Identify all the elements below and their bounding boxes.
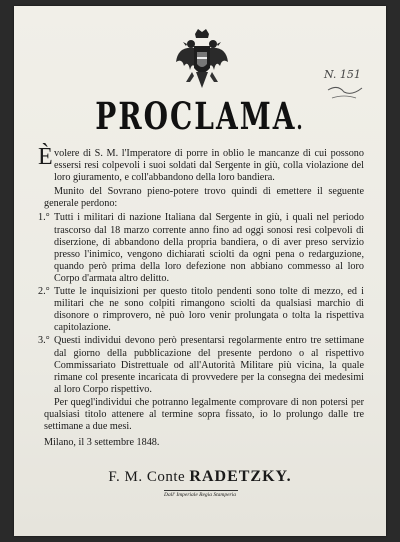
signature-prefix: F. M. Conte bbox=[108, 469, 186, 485]
lead-paragraph: Munito del Sovrano pieno-potere trovo quindi di emettere il seguente generale perdono: bbox=[44, 186, 364, 210]
title-text: PROCLAMA bbox=[95, 94, 297, 139]
divider-rule bbox=[164, 490, 238, 491]
signature bbox=[14, 468, 386, 486]
article-number: 2.° bbox=[38, 286, 50, 298]
article-2 bbox=[38, 286, 364, 334]
article-text: Tutte le inquisizioni per questo titolo pendenti sono tolte di mezzo, ed i militari che ne sono colpiti rimangono sciolti da qualsiasi marchio di disonore o rimprovero, nè può loro venir prolungata o tolta la rispettiva capitolazione. bbox=[54, 286, 364, 334]
title-period: . bbox=[296, 107, 305, 136]
printer-imprint: Dall' Imperiale Regia Stamperia bbox=[164, 492, 236, 498]
proclamation-title bbox=[14, 94, 386, 139]
article-text: Tutti i militari di nazione Italiana dal Sergente in giù, i quali nel periodo trascorso dal 18 marzo corrente anno fino ad oggi sonosi resi colpevoli di diserzione, di abbandono della propria bandiera, o di aver preso servizio presso l'inimico, vengono dichiarati sciolti da ogni pena o redarguzione, quando però prima della loro defezione non abbiano commesso al loro Corpo d'armata altro delitto. bbox=[54, 212, 364, 284]
intro-dropcap: È bbox=[38, 144, 53, 170]
article-1 bbox=[38, 212, 364, 285]
intro-paragraph bbox=[38, 144, 364, 184]
closing-paragraph: Per quegl'individui che potranno legalmente comprovare di non potersi per qualsiasi titolo attenere al termine sopra fissato, io lo prolungo dalle tre settimane a due mesi. bbox=[44, 396, 364, 433]
proclamation-sheet bbox=[14, 6, 386, 536]
date-line: Milano, il 3 settembre 1848. bbox=[44, 437, 160, 449]
article-number: 1.° bbox=[38, 212, 50, 224]
handwritten-note-text: N. 151 bbox=[324, 68, 361, 81]
signature-name: RADETZKY. bbox=[189, 468, 292, 485]
double-headed-eagle-emblem bbox=[174, 28, 230, 94]
article-text: Questi individui devono però presentarsi regolarmente entro tre settimane dal giorno della pubblicazione del presente perdono o al rispettivo Commissariato Distrettuale od all'Autorità Militare più vicina, la quale rimane col presente incaricata di provvedere per la consegna dei medesimi al loro Corpo rispettivo. bbox=[54, 335, 364, 395]
article-3 bbox=[38, 335, 364, 395]
intro-text: volere di S. M. l'Imperatore di porre in oblio le mancanze di cui possono essersi resi colpevoli i suoi soldati dal Sergente in giù, colla violazione del loro giuramento, e coll'abbandono della loro bandiera. bbox=[54, 148, 364, 184]
article-number: 3.° bbox=[38, 335, 50, 347]
proclamation-body bbox=[38, 144, 364, 449]
